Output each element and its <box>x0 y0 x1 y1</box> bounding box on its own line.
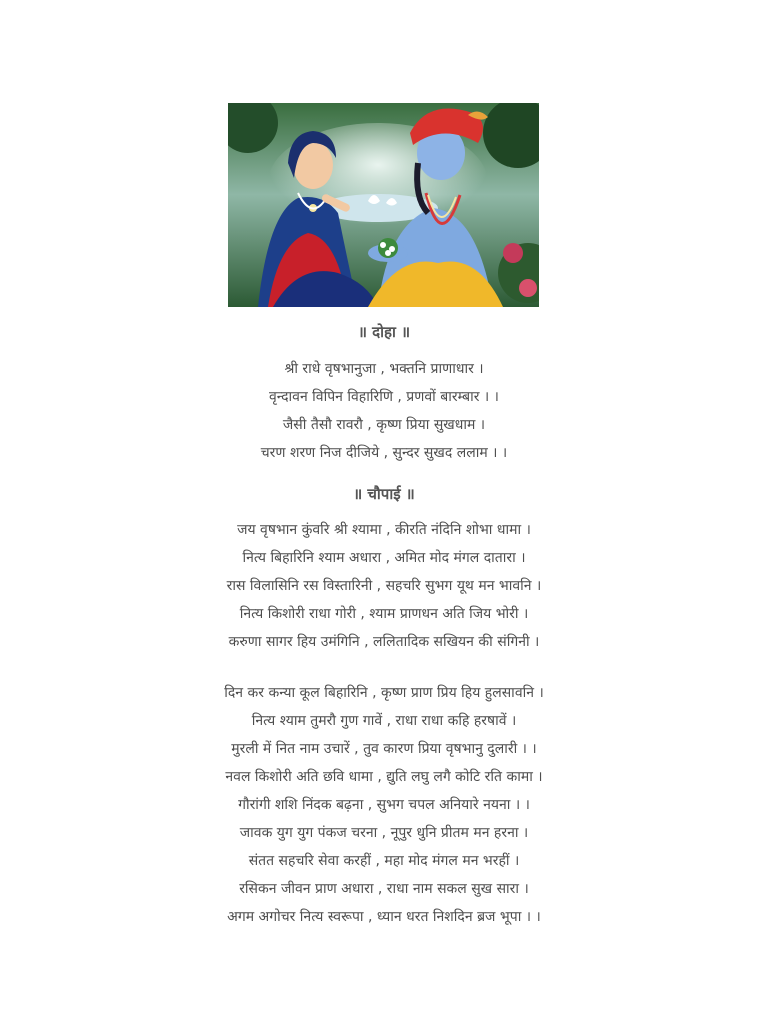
chaupai-line: दिन कर कन्या कूल बिहारिनि , कृष्ण प्राण प्रिय हिय हुलसावनि । <box>224 685 544 701</box>
radha-krishna-image <box>228 103 539 307</box>
doha-line: श्री राधे वृषभानुजा , भक्तनि प्राणाधार । <box>284 361 484 377</box>
chaupai-line: नवल किशोरी अति छवि धामा , द्युति लघु लगै कोटि रति कामा । <box>225 769 543 785</box>
chaupai-line: जय वृषभान कुंवरि श्री श्यामा , कीरति नंदिनि शोभा धामा । <box>237 522 531 538</box>
chaupai-line: करुणा सागर हिय उमंगिनि , ललितादिक सखियन की संगिनी । <box>228 634 540 650</box>
chaupai-line: नित्य बिहारिनि श्याम अधारा , अमित मोद मंगल दातारा । <box>242 550 526 566</box>
chaupai-line: नित्य किशोरी राधा गोरी , श्याम प्राणधन अति जिय भोरी । <box>239 606 529 622</box>
doha-line: वृन्दावन विपिन विहारिणि , प्रणवों बारम्बार । । <box>268 389 499 405</box>
chaupai-line: नित्य श्याम तुमरौ गुण गावें , राधा राधा कहि हरषावें । <box>251 713 517 729</box>
chaupai-stanza-2 <box>0 679 768 931</box>
chaupai-heading: ॥ चौपाई ॥ <box>353 485 415 503</box>
chaupai-line: रसिकन जीवन प्राण अधारा , राधा नाम सकल सुख सारा । <box>239 881 529 897</box>
doha-line: जैसी तैसौ रावरौ , कृष्ण प्रिया सुखधाम । <box>282 417 486 433</box>
chaupai-line: मुरली में नित नाम उचारें , तुव कारण प्रिया वृषभानु दुलारी । । <box>231 741 537 757</box>
doha-heading: ॥ दोहा ॥ <box>357 323 411 341</box>
doha-verse <box>0 355 768 467</box>
chaupai-line: संतत सहचरि सेवा करहीं , महा मोद मंगल मन भरहीं । <box>248 853 520 869</box>
chaupai-stanza-1 <box>0 516 768 656</box>
chaupai-line: गौरांगी शशि निंदक बढ़ना , सुभग चपल अनियारे नयना । । <box>238 797 530 813</box>
chaupai-line: जावक युग युग पंकज चरना , नूपुर धुनि प्रीतम मन हरना । <box>239 825 529 841</box>
radha-krishna-illustration <box>228 103 539 307</box>
doha-line: चरण शरण निज दीजिये , सुन्दर सुखद ललाम । । <box>260 445 508 461</box>
chaupai-line: रास विलासिनि रस विस्तारिनी , सहचरि सुभग यूथ मन भावनि । <box>226 578 542 594</box>
chaupai-line: अगम अगोचर नित्य स्वरूपा , ध्यान धरत निशदिन ब्रज भूपा । । <box>227 909 541 925</box>
